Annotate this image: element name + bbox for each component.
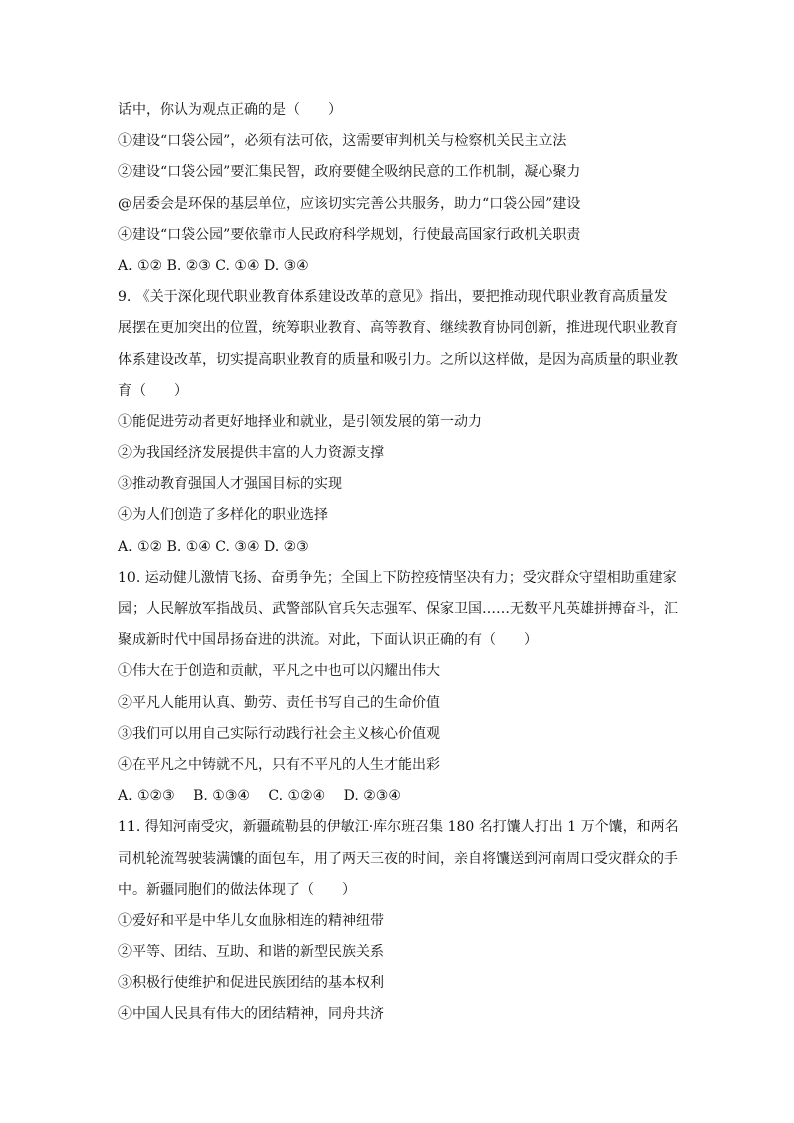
question-stem-line: 中。新疆同胞们的做法体现了（ ）	[118, 881, 356, 898]
option-4: ④建设“口袋公园”要依靠市人民政府科学规划，行使最高国家行政机关职责	[118, 226, 581, 243]
question-10	[118, 568, 678, 818]
option-1: ①能促进劳动者更好地择业和就业，是引领发展的第一动力	[118, 413, 482, 430]
question-stem-line: 聚成新时代中国昂扬奋进的洪流。对此，下面认识正确的有（ ）	[118, 632, 538, 649]
option-3: ③推动教育强国人才强国目标的实现	[118, 476, 342, 493]
answer-choices: A. ①②③ B. ①③④ C. ①②④ D. ②③④	[118, 788, 401, 805]
option-4: ④为人们创造了多样化的职业选择	[118, 507, 328, 524]
answer-choices: A. ①② B. ①④ C. ③④ D. ②③	[118, 538, 309, 555]
answer-choices: A. ①② B. ②③ C. ①④ D. ③④	[118, 257, 309, 274]
question-stem-line: 11. 得知河南受灾，新疆疏勒县的伊敏江·库尔班召集 180 名打馕人打出 1 万个馕，和两名	[118, 819, 679, 836]
option-3: ③积极行使维护和促进民族团结的基本权利	[118, 975, 384, 992]
question-9	[118, 287, 678, 568]
option-1: ①爱好和平是中华儿女血脉相连的精神纽带	[118, 912, 384, 929]
option-1: ①伟大在于创造和贡献，平凡之中也可以闪耀出伟大	[118, 663, 440, 680]
question-stem-line: 10. 运动健儿激情飞扬、奋勇争先；全国上下防控疫情坚决有力；受灾群众守望相助重建家	[118, 569, 677, 586]
option-2: ②平凡人能用认真、勤劳、责任书写自己的生命价值	[118, 694, 440, 711]
question-stem-line: 司机轮流驾驶装满馕的面包车，用了两天三夜的时间，亲自将馕送到河南周口受灾群众的手	[118, 850, 678, 867]
question-stem-line: 园；人民解放军指战员、武警部队官兵矢志强军、保家卫国……无数平凡英雄拼搏奋斗，汇	[118, 601, 678, 617]
question-11	[118, 817, 678, 1035]
question-stem-tail: 话中，你认为观点正确的是（ ）	[118, 102, 342, 118]
option-2: ②建设“口袋公园”要汇集民智，政府要健全吸纳民意的工作机制，凝心聚力	[118, 164, 581, 181]
question-stem-line: 展摆在更加突出的位置，统筹职业教育、高等教育、继续教育协同创新，推进现代职业教育	[118, 320, 678, 337]
option-4: ④中国人民具有伟大的团结精神，同舟共济	[118, 1006, 384, 1023]
question-stem-line: 育（ ）	[118, 382, 188, 399]
option-2: ②为我国经济发展提供丰富的人力资源支撑	[118, 445, 384, 462]
option-3: @居委会是环保的基层单位，应该切实完善公共服务，助力“口袋公园”建设	[118, 195, 581, 212]
question-stem-line: 体系建设改革，切实提高职业教育的质量和吸引力。之所以这样做，是因为高质量的职业教	[118, 351, 678, 368]
question-stem-line: 9. 《关于深化现代职业教育体系建设改革的意见》指出，要把推动现代职业教育高质量发	[118, 289, 668, 306]
option-2: ②平等、团结、互助、和谐的新型民族关系	[118, 944, 384, 961]
option-1: ①建设“口袋公园”，必须有法可依，这需要审判机关与检察机关民主立法	[118, 133, 567, 150]
option-4: ④在平凡之中铸就不凡，只有不平凡的人生才能出彩	[118, 756, 440, 773]
question-8-continued	[118, 100, 678, 287]
option-3: ③我们可以用自己实际行动践行社会主义核心价值观	[118, 725, 440, 742]
exam-page	[118, 100, 678, 1036]
